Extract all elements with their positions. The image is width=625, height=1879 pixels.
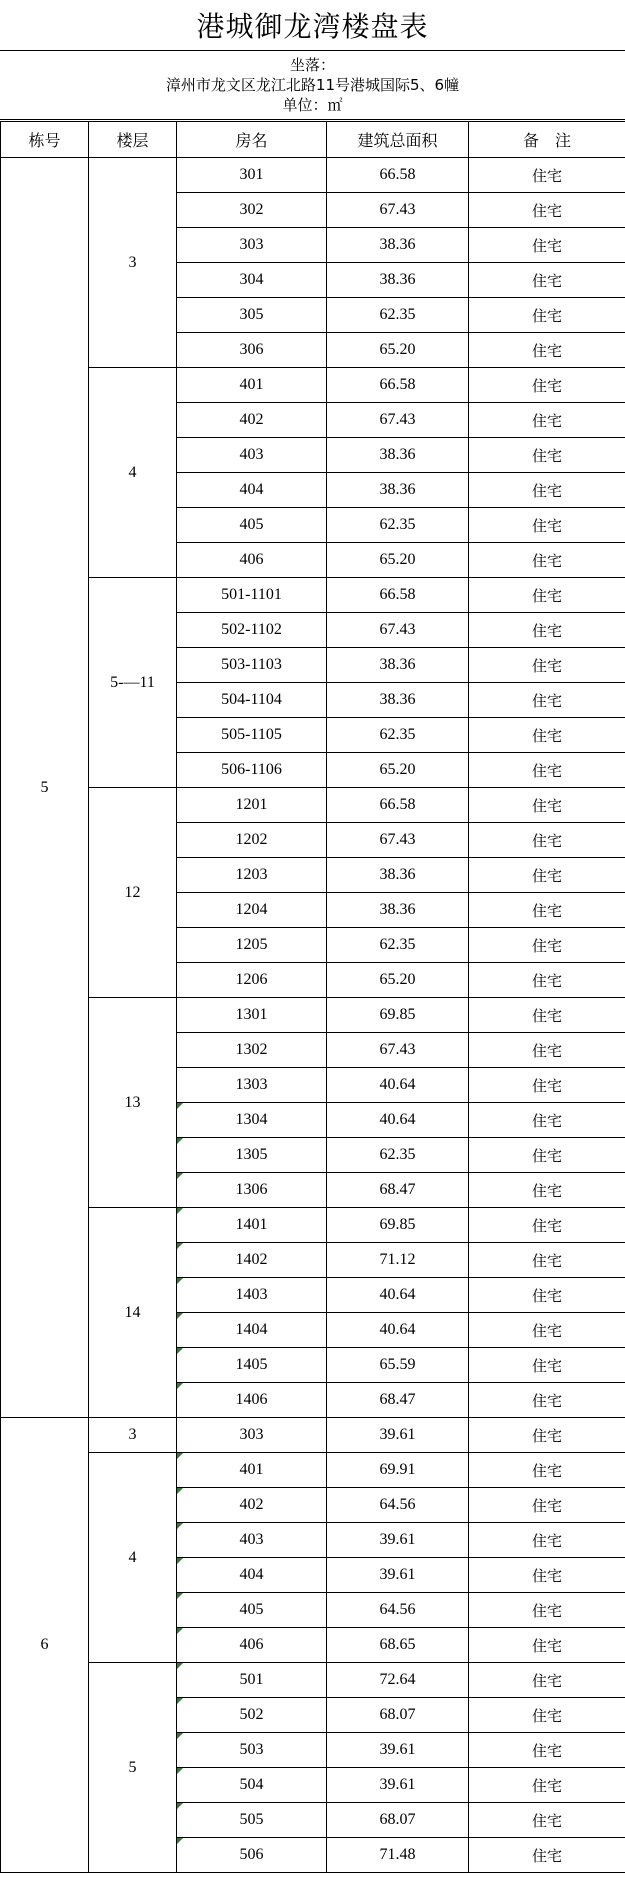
header-building: 栋号 xyxy=(1,122,89,158)
note-cell: 住宅 xyxy=(469,1313,625,1348)
note-cell: 住宅 xyxy=(469,543,625,578)
room-cell: 405 xyxy=(177,1593,327,1628)
note-cell: 住宅 xyxy=(469,263,625,298)
note-cell: 住宅 xyxy=(469,788,625,823)
area-cell: 38.36 xyxy=(327,438,469,473)
area-cell: 62.35 xyxy=(327,718,469,753)
note-cell: 住宅 xyxy=(469,893,625,928)
floor-cell: 4 xyxy=(89,1453,177,1663)
table-row xyxy=(1,1418,625,1453)
area-cell: 62.35 xyxy=(327,508,469,543)
area-cell: 65.20 xyxy=(327,963,469,998)
sheet-meta xyxy=(0,51,625,120)
area-cell: 65.20 xyxy=(327,543,469,578)
note-cell: 住宅 xyxy=(469,1593,625,1628)
location-label: 坐落： xyxy=(289,56,335,74)
area-cell: 69.85 xyxy=(327,998,469,1033)
room-cell: 406 xyxy=(177,543,327,578)
table-row xyxy=(1,788,625,823)
note-cell: 住宅 xyxy=(469,1033,625,1068)
room-cell: 504 xyxy=(177,1768,327,1803)
area-cell: 39.61 xyxy=(327,1418,469,1453)
room-cell: 1205 xyxy=(177,928,327,963)
note-cell: 住宅 xyxy=(469,1243,625,1278)
area-cell: 38.36 xyxy=(327,648,469,683)
note-cell: 住宅 xyxy=(469,1068,625,1103)
area-cell: 72.64 xyxy=(327,1663,469,1698)
room-cell: 1304 xyxy=(177,1103,327,1138)
note-cell: 住宅 xyxy=(469,298,625,333)
area-cell: 38.36 xyxy=(327,473,469,508)
note-cell: 住宅 xyxy=(469,1698,625,1733)
area-cell: 64.56 xyxy=(327,1593,469,1628)
room-cell: 1301 xyxy=(177,998,327,1033)
area-cell: 68.07 xyxy=(327,1803,469,1838)
note-cell: 住宅 xyxy=(469,1488,625,1523)
note-cell: 住宅 xyxy=(469,928,625,963)
note-cell: 住宅 xyxy=(469,1733,625,1768)
area-cell: 39.61 xyxy=(327,1733,469,1768)
area-cell: 67.43 xyxy=(327,823,469,858)
room-cell: 1201 xyxy=(177,788,327,823)
note-cell: 住宅 xyxy=(469,718,625,753)
area-cell: 64.56 xyxy=(327,1488,469,1523)
note-cell: 住宅 xyxy=(469,158,625,193)
area-cell: 65.20 xyxy=(327,333,469,368)
room-cell: 505 xyxy=(177,1803,327,1838)
room-cell: 1405 xyxy=(177,1348,327,1383)
note-cell: 住宅 xyxy=(469,193,625,228)
table-row xyxy=(1,1453,625,1488)
table-row xyxy=(1,1663,625,1698)
table-row xyxy=(1,1208,625,1243)
floor-cell: 3 xyxy=(89,1418,177,1453)
room-cell: 402 xyxy=(177,1488,327,1523)
note-cell: 住宅 xyxy=(469,998,625,1033)
floor-cell: 12 xyxy=(89,788,177,998)
note-cell: 住宅 xyxy=(469,578,625,613)
area-cell: 39.61 xyxy=(327,1523,469,1558)
room-cell: 1401 xyxy=(177,1208,327,1243)
room-cell: 305 xyxy=(177,298,327,333)
room-cell: 401 xyxy=(177,1453,327,1488)
note-cell: 住宅 xyxy=(469,508,625,543)
room-cell: 406 xyxy=(177,1628,327,1663)
note-cell: 住宅 xyxy=(469,1418,625,1453)
note-cell: 住宅 xyxy=(469,613,625,648)
note-cell: 住宅 xyxy=(469,1278,625,1313)
area-cell: 38.36 xyxy=(327,893,469,928)
note-cell: 住宅 xyxy=(469,1803,625,1838)
room-cell: 402 xyxy=(177,403,327,438)
room-cell: 1403 xyxy=(177,1278,327,1313)
note-cell: 住宅 xyxy=(469,1138,625,1173)
note-cell: 住宅 xyxy=(469,1523,625,1558)
room-cell: 1206 xyxy=(177,963,327,998)
room-cell: 1305 xyxy=(177,1138,327,1173)
unit-table xyxy=(0,121,625,1873)
area-cell: 68.47 xyxy=(327,1383,469,1418)
room-cell: 403 xyxy=(177,438,327,473)
area-cell: 62.35 xyxy=(327,928,469,963)
note-cell: 住宅 xyxy=(469,1628,625,1663)
header-area: 建筑总面积 xyxy=(327,122,469,158)
room-cell: 404 xyxy=(177,1558,327,1593)
area-cell: 66.58 xyxy=(327,368,469,403)
floor-cell: 13 xyxy=(89,998,177,1208)
area-cell: 39.61 xyxy=(327,1768,469,1803)
area-cell: 68.65 xyxy=(327,1628,469,1663)
room-cell: 503 xyxy=(177,1733,327,1768)
room-cell: 1402 xyxy=(177,1243,327,1278)
area-cell: 40.64 xyxy=(327,1313,469,1348)
area-cell: 65.59 xyxy=(327,1348,469,1383)
area-cell: 67.43 xyxy=(327,1033,469,1068)
room-cell: 502 xyxy=(177,1698,327,1733)
room-cell: 1202 xyxy=(177,823,327,858)
room-cell: 303 xyxy=(177,1418,327,1453)
header-row xyxy=(1,122,625,158)
area-cell: 67.43 xyxy=(327,193,469,228)
note-cell: 住宅 xyxy=(469,473,625,508)
room-cell: 1302 xyxy=(177,1033,327,1068)
table-body xyxy=(1,158,625,1873)
header-floor: 楼层 xyxy=(89,122,177,158)
room-cell: 405 xyxy=(177,508,327,543)
note-cell: 住宅 xyxy=(469,1558,625,1593)
room-cell: 1406 xyxy=(177,1383,327,1418)
building-cell: 6 xyxy=(1,1418,89,1873)
area-cell: 69.85 xyxy=(327,1208,469,1243)
area-cell: 40.64 xyxy=(327,1068,469,1103)
floor-cell: 14 xyxy=(89,1208,177,1418)
room-cell: 401 xyxy=(177,368,327,403)
table-row xyxy=(1,578,625,613)
area-cell: 38.36 xyxy=(327,683,469,718)
note-cell: 住宅 xyxy=(469,1173,625,1208)
room-cell: 502-1102 xyxy=(177,613,327,648)
area-cell: 40.64 xyxy=(327,1278,469,1313)
area-cell: 66.58 xyxy=(327,158,469,193)
note-cell: 住宅 xyxy=(469,858,625,893)
sheet-title: 港城御龙湾楼盘表 xyxy=(0,0,625,51)
note-cell: 住宅 xyxy=(469,963,625,998)
area-cell: 71.48 xyxy=(327,1838,469,1873)
note-cell: 住宅 xyxy=(469,823,625,858)
floor-cell: 5 xyxy=(89,1663,177,1873)
area-cell: 38.36 xyxy=(327,263,469,298)
area-cell: 40.64 xyxy=(327,1103,469,1138)
room-cell: 503-1103 xyxy=(177,648,327,683)
note-cell: 住宅 xyxy=(469,1768,625,1803)
room-cell: 506 xyxy=(177,1838,327,1873)
note-cell: 住宅 xyxy=(469,753,625,788)
note-cell: 住宅 xyxy=(469,1453,625,1488)
note-cell: 住宅 xyxy=(469,333,625,368)
note-cell: 住宅 xyxy=(469,1383,625,1418)
header-note: 备 注 xyxy=(469,122,625,158)
room-cell: 501-1101 xyxy=(177,578,327,613)
table-row xyxy=(1,998,625,1033)
room-cell: 504-1104 xyxy=(177,683,327,718)
floor-cell: 5-—11 xyxy=(89,578,177,788)
header-room: 房名 xyxy=(177,122,327,158)
area-cell: 68.07 xyxy=(327,1698,469,1733)
note-cell: 住宅 xyxy=(469,1208,625,1243)
room-cell: 306 xyxy=(177,333,327,368)
area-cell: 62.35 xyxy=(327,1138,469,1173)
building-cell: 5 xyxy=(1,158,89,1418)
area-cell: 65.20 xyxy=(327,753,469,788)
area-cell: 71.12 xyxy=(327,1243,469,1278)
note-cell: 住宅 xyxy=(469,368,625,403)
area-cell: 67.43 xyxy=(327,403,469,438)
note-cell: 住宅 xyxy=(469,1838,625,1873)
room-cell: 1204 xyxy=(177,893,327,928)
note-cell: 住宅 xyxy=(469,683,625,718)
room-cell: 1203 xyxy=(177,858,327,893)
area-cell: 66.58 xyxy=(327,788,469,823)
table-row xyxy=(1,158,625,193)
area-cell: 67.43 xyxy=(327,613,469,648)
floor-cell: 3 xyxy=(89,158,177,368)
area-cell: 66.58 xyxy=(327,578,469,613)
area-cell: 38.36 xyxy=(327,858,469,893)
note-cell: 住宅 xyxy=(469,1663,625,1698)
area-cell: 39.61 xyxy=(327,1558,469,1593)
room-cell: 501 xyxy=(177,1663,327,1698)
note-cell: 住宅 xyxy=(469,648,625,683)
note-cell: 住宅 xyxy=(469,403,625,438)
note-cell: 住宅 xyxy=(469,1348,625,1383)
note-cell: 住宅 xyxy=(469,228,625,263)
area-cell: 68.47 xyxy=(327,1173,469,1208)
room-cell: 506-1106 xyxy=(177,753,327,788)
room-cell: 505-1105 xyxy=(177,718,327,753)
room-cell: 304 xyxy=(177,263,327,298)
area-cell: 69.91 xyxy=(327,1453,469,1488)
note-cell: 住宅 xyxy=(469,438,625,473)
area-cell: 62.35 xyxy=(327,298,469,333)
room-cell: 1303 xyxy=(177,1068,327,1103)
room-cell: 1306 xyxy=(177,1173,327,1208)
address-text: 漳州市龙文区龙江北路11号港城国际5、6幢 xyxy=(165,76,460,94)
area-cell: 38.36 xyxy=(327,228,469,263)
room-cell: 303 xyxy=(177,228,327,263)
floor-cell: 4 xyxy=(89,368,177,578)
room-cell: 301 xyxy=(177,158,327,193)
note-cell: 住宅 xyxy=(469,1103,625,1138)
room-cell: 404 xyxy=(177,473,327,508)
table-row xyxy=(1,368,625,403)
unit-text: 单位：㎡ xyxy=(282,96,343,114)
room-cell: 1404 xyxy=(177,1313,327,1348)
room-cell: 403 xyxy=(177,1523,327,1558)
room-cell: 302 xyxy=(177,193,327,228)
